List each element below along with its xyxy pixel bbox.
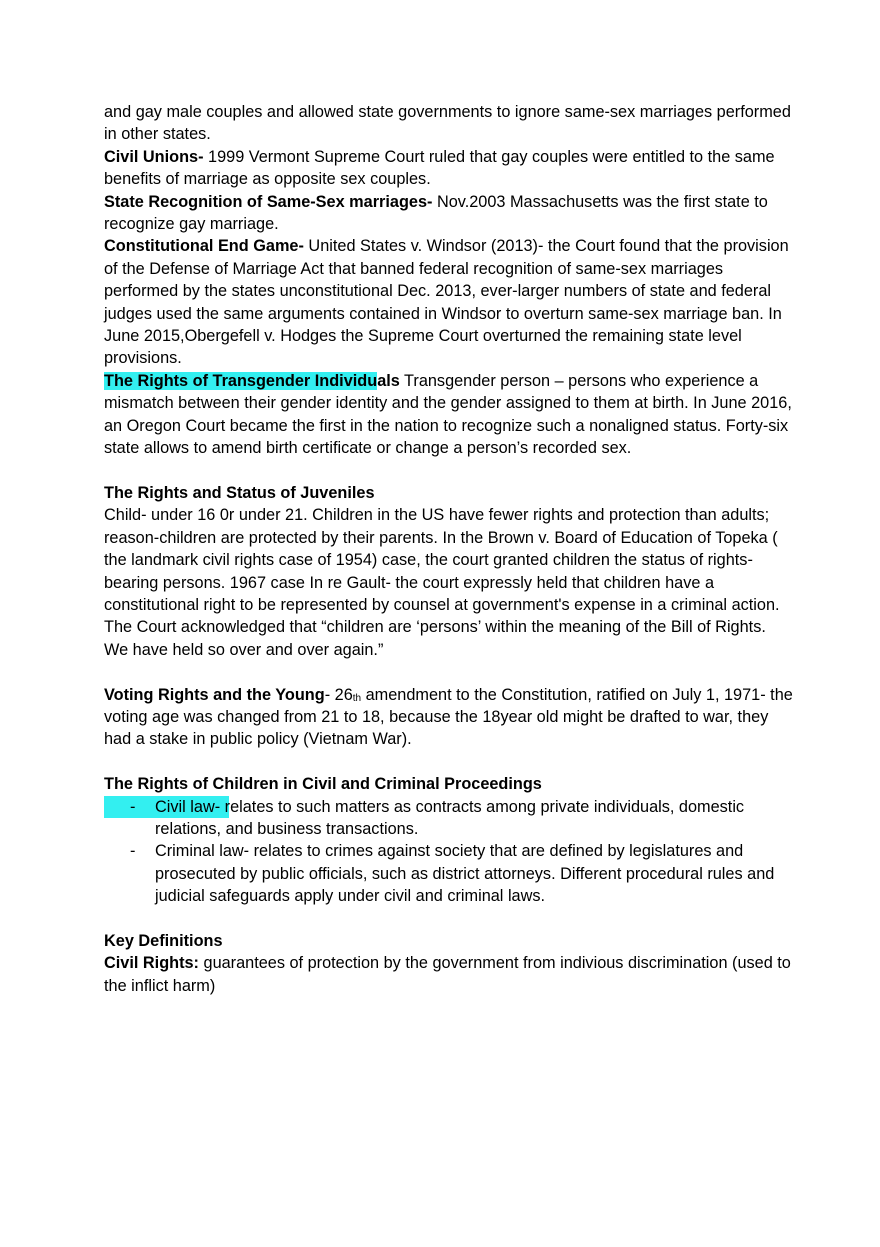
spacer xyxy=(104,751,794,773)
spacer xyxy=(104,460,794,482)
voting-dash-number: - 26 xyxy=(324,685,353,704)
term-transgender-rest: als xyxy=(377,371,400,390)
paragraph-juveniles xyxy=(104,504,794,661)
term-transgender-highlighted: The Rights of Transgender Individu xyxy=(104,371,378,390)
dash-bullet: - xyxy=(130,842,136,861)
heading-proceedings xyxy=(104,773,794,795)
ordinal-suffix: th xyxy=(352,692,362,704)
term-civil-unions: Civil Unions- xyxy=(104,147,204,166)
heading-juveniles xyxy=(104,482,794,504)
proceedings-list xyxy=(104,796,794,908)
paragraph-state-recognition xyxy=(104,191,794,236)
paragraph-civil-rights-definition xyxy=(104,952,794,997)
term-constitutional-end-game: Constitutional End Game- xyxy=(104,237,304,256)
heading-key-definitions xyxy=(104,930,794,952)
section-heading: The Rights of Children in Civil and Criminal Proceedings xyxy=(104,775,542,794)
paragraph-voting xyxy=(104,684,794,751)
paragraph-civil-unions xyxy=(104,146,794,191)
list-item-criminal-law xyxy=(104,840,794,907)
paragraph-text: United States v. Windsor (2013)- the Court found that the provision of the Defense of Marriage Act that banned federal recognition of same-sex marriages performed by the states unconstitutional Dec. 2013, ever-larger numbers of state and federal judges used the same arguments contained in Windsor to overturn same-sex marriage ban. In June 2015,Obergefell v. Hodges the Supreme Court overturned the remaining state level provisions. xyxy=(104,237,789,368)
term-civil-rights: Civil Rights: xyxy=(104,954,199,973)
paragraph-transgender xyxy=(104,370,794,460)
paragraph-text: Transgender person – persons who experience a mismatch between their gender identity and the gender assigned to them at birth. In June 2016, an Oregon Court became the first in the nation to recognize such a nonaligned status. Forty-six state allows to amend birth certificate or change a person’s recorded sex. xyxy=(104,371,792,458)
document-page xyxy=(104,101,794,997)
paragraph-text: guarantees of protection by the government from indivious discrimination (used to the inflict harm) xyxy=(104,954,791,995)
paragraph-text: and gay male couples and allowed state governments to ignore same-sex marriages performed in other states. xyxy=(104,103,791,144)
paragraph-doma-continuation xyxy=(104,101,794,146)
dash-bullet: - xyxy=(130,797,136,816)
paragraph-constitutional-end-game xyxy=(104,235,794,369)
list-item-text xyxy=(155,798,744,838)
spacer xyxy=(104,661,794,683)
paragraph-text: amendment to the Constitution, ratified on July 1, 1971- the voting age was changed from 21 to 18, because the 18year old might be drafted to war, they had a stake in public policy (Vietnam War). xyxy=(104,685,793,749)
paragraph-text: 1999 Vermont Supreme Court ruled that gay couples were entitled to the same benefits of marriage as opposite sex couples. xyxy=(104,147,775,189)
section-heading: Key Definitions xyxy=(104,931,223,950)
list-item-civil-law xyxy=(104,796,794,841)
list-item-body: relates to such matters as contracts among private individuals, domestic relations, and business transactions. xyxy=(155,797,745,838)
spacer xyxy=(104,908,794,930)
paragraph-text: Nov.2003 Massachusetts was the first state to recognize gay marriage. xyxy=(104,192,768,234)
section-heading: The Rights and Status of Juveniles xyxy=(104,483,375,502)
term-state-recognition: State Recognition of Same-Sex marriages- xyxy=(104,192,433,211)
term-civil-law: Civil law- xyxy=(155,797,221,816)
term-voting: Voting Rights and the Young xyxy=(104,685,325,704)
list-item-body: Criminal law- relates to crimes against society that are defined by legislatures and prosecuted by public officials, such as district attorneys. Different procedural rules and judicial safeguards apply under civil and criminal laws. xyxy=(155,842,775,906)
paragraph-text: Child- under 16 0r under 21. Children in the US have fewer rights and protection than adults; reason-children are protected by their parents. In the Brown v. Board of Education of Topeka ( the landmark civil rights case of 1954) case, the court granted children the status of rights-bearing persons. 1967 case In re Gault- the court expressly held that children have a constitutional right to be represented by counsel at government's expense in a criminal action. The Court acknowledged that “children are ‘persons’ within the meaning of the Bill of Rights. We have held so over and over again.” xyxy=(104,506,780,659)
